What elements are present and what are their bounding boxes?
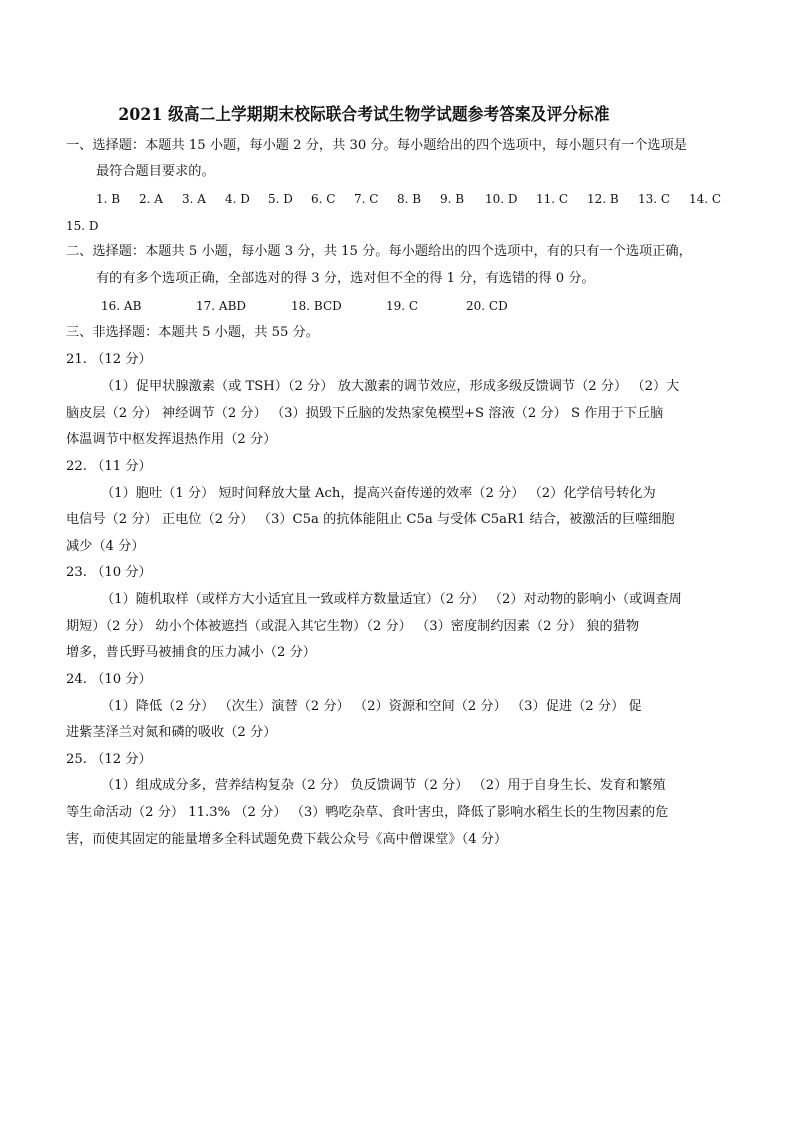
q25-answer-line2: 等生命活动（2 分） 11.3% （2 分） （3）鸭吃杂草、食叶害虫，降低了影响水稻生长的生物因素的危 xyxy=(66,805,669,820)
answer-12: 12. B xyxy=(587,192,619,206)
q25-answer-line1: （1）组成成分多，营养结构复杂（2 分） 负反馈调节（2 分） （2）用于自身生长、发育和繁殖 xyxy=(101,778,666,793)
section1-instructions-line1: 一、选择题：本题共 15 小题，每小题 2 分，共 30 分。每小题给出的四个选项中，每小题只有一个选项是 xyxy=(66,138,687,153)
page-title: 2021 级高二上学期期末校际联合考试生物学试题参考答案及评分标准 xyxy=(118,105,610,125)
q21-heading: 21. （12 分） xyxy=(66,352,152,367)
section3-heading: 三、非选择题：本题共 5 小题，共 55 分。 xyxy=(66,325,319,340)
answer-15: 15. D xyxy=(66,219,99,233)
answer-19: 19. C xyxy=(386,299,419,313)
q22-heading: 22. （11 分） xyxy=(66,459,152,474)
q25-heading: 25. （12 分） xyxy=(66,752,152,767)
answer-3: 3. A xyxy=(182,192,206,206)
q22-answer-line2: 电信号（2 分） 正电位（2 分） （3）C5a 的抗体能阻止 C5a 与受体 C5aR1 结合，被激活的巨噬细胞 xyxy=(66,512,675,527)
q21-answer-line2: 脑皮层（2 分） 神经调节（2 分） （3）损毁下丘脑的发热家兔模型+S 溶液（2 分） S 作用于下丘脑 xyxy=(66,406,664,421)
answer-14: 14. C xyxy=(689,192,722,206)
answer-8: 8. B xyxy=(397,192,422,206)
q21-answer-line1: （1）促甲状腺激素（或 TSH）（2 分） 放大激素的调节效应，形成多级反馈调节（2 分） （2）大 xyxy=(101,379,680,394)
answer-17: 17. ABD xyxy=(196,299,247,313)
q23-answer-line2: 期短）（2 分） 幼小个体被遮挡（或混入其它生物）（2 分） （3）密度制约因素（2 分） 狼的猎物 xyxy=(66,619,640,634)
q24-answer-line2: 进紫茎泽兰对氮和磷的吸收（2 分） xyxy=(66,725,277,740)
q21-answer-line3: 体温调节中枢发挥退热作用（2 分） xyxy=(66,432,277,447)
section2-instructions-line2: 有的有多个选项正确，全部选对的得 3 分，选对但不全的得 1 分，有选错的得 0 分。 xyxy=(96,271,595,286)
q23-answer-line3: 增多，普氏野马被捕食的压力减小（2 分） xyxy=(66,645,316,660)
answer-5: 5. D xyxy=(268,192,293,206)
answer-18: 18. BCD xyxy=(291,299,342,313)
answer-10: 10. D xyxy=(485,192,518,206)
q22-answer-line1: （1）胞吐（1 分） 短时间释放大量 Ach，提高兴奋传递的效率（2 分） （2）化学信号转化为 xyxy=(101,486,656,501)
q23-answer-line1: （1）随机取样（或样方大小适宜且一致或样方数量适宜）（2 分） （2）对动物的影响小（或调查周 xyxy=(101,592,682,607)
answer-20: 20. CD xyxy=(466,299,508,313)
q22-answer-line3: 减少（4 分） xyxy=(66,539,145,554)
section2-instructions-line1: 二、选择题：本题共 5 小题，每小题 3 分，共 15 分。每小题给出的四个选项中，有的只有一个选项正确， xyxy=(66,244,692,259)
q23-heading: 23. （10 分） xyxy=(66,565,152,580)
q24-heading: 24. （10 分） xyxy=(66,672,152,687)
answer-13: 13. C xyxy=(638,192,671,206)
answer-7: 7. C xyxy=(354,192,379,206)
answer-2: 2. A xyxy=(139,192,163,206)
answer-4: 4. D xyxy=(225,192,250,206)
answer-1: 1. B xyxy=(96,192,121,206)
answer-6: 6. C xyxy=(311,192,336,206)
q25-answer-line3: 害，而使其固定的能量增多全科试题免费下载公众号《高中僧课堂》（4 分） xyxy=(66,832,508,847)
section1-instructions-line2: 最符合题目要求的。 xyxy=(96,164,215,179)
q24-answer-line1: （1）降低（2 分） （次生）演替（2 分） （2）资源和空间（2 分） （3）促进（2 分） 促 xyxy=(101,699,642,714)
answer-9: 9. B xyxy=(440,192,465,206)
answer-16: 16. AB xyxy=(101,299,142,313)
answer-11: 11. C xyxy=(536,192,569,206)
